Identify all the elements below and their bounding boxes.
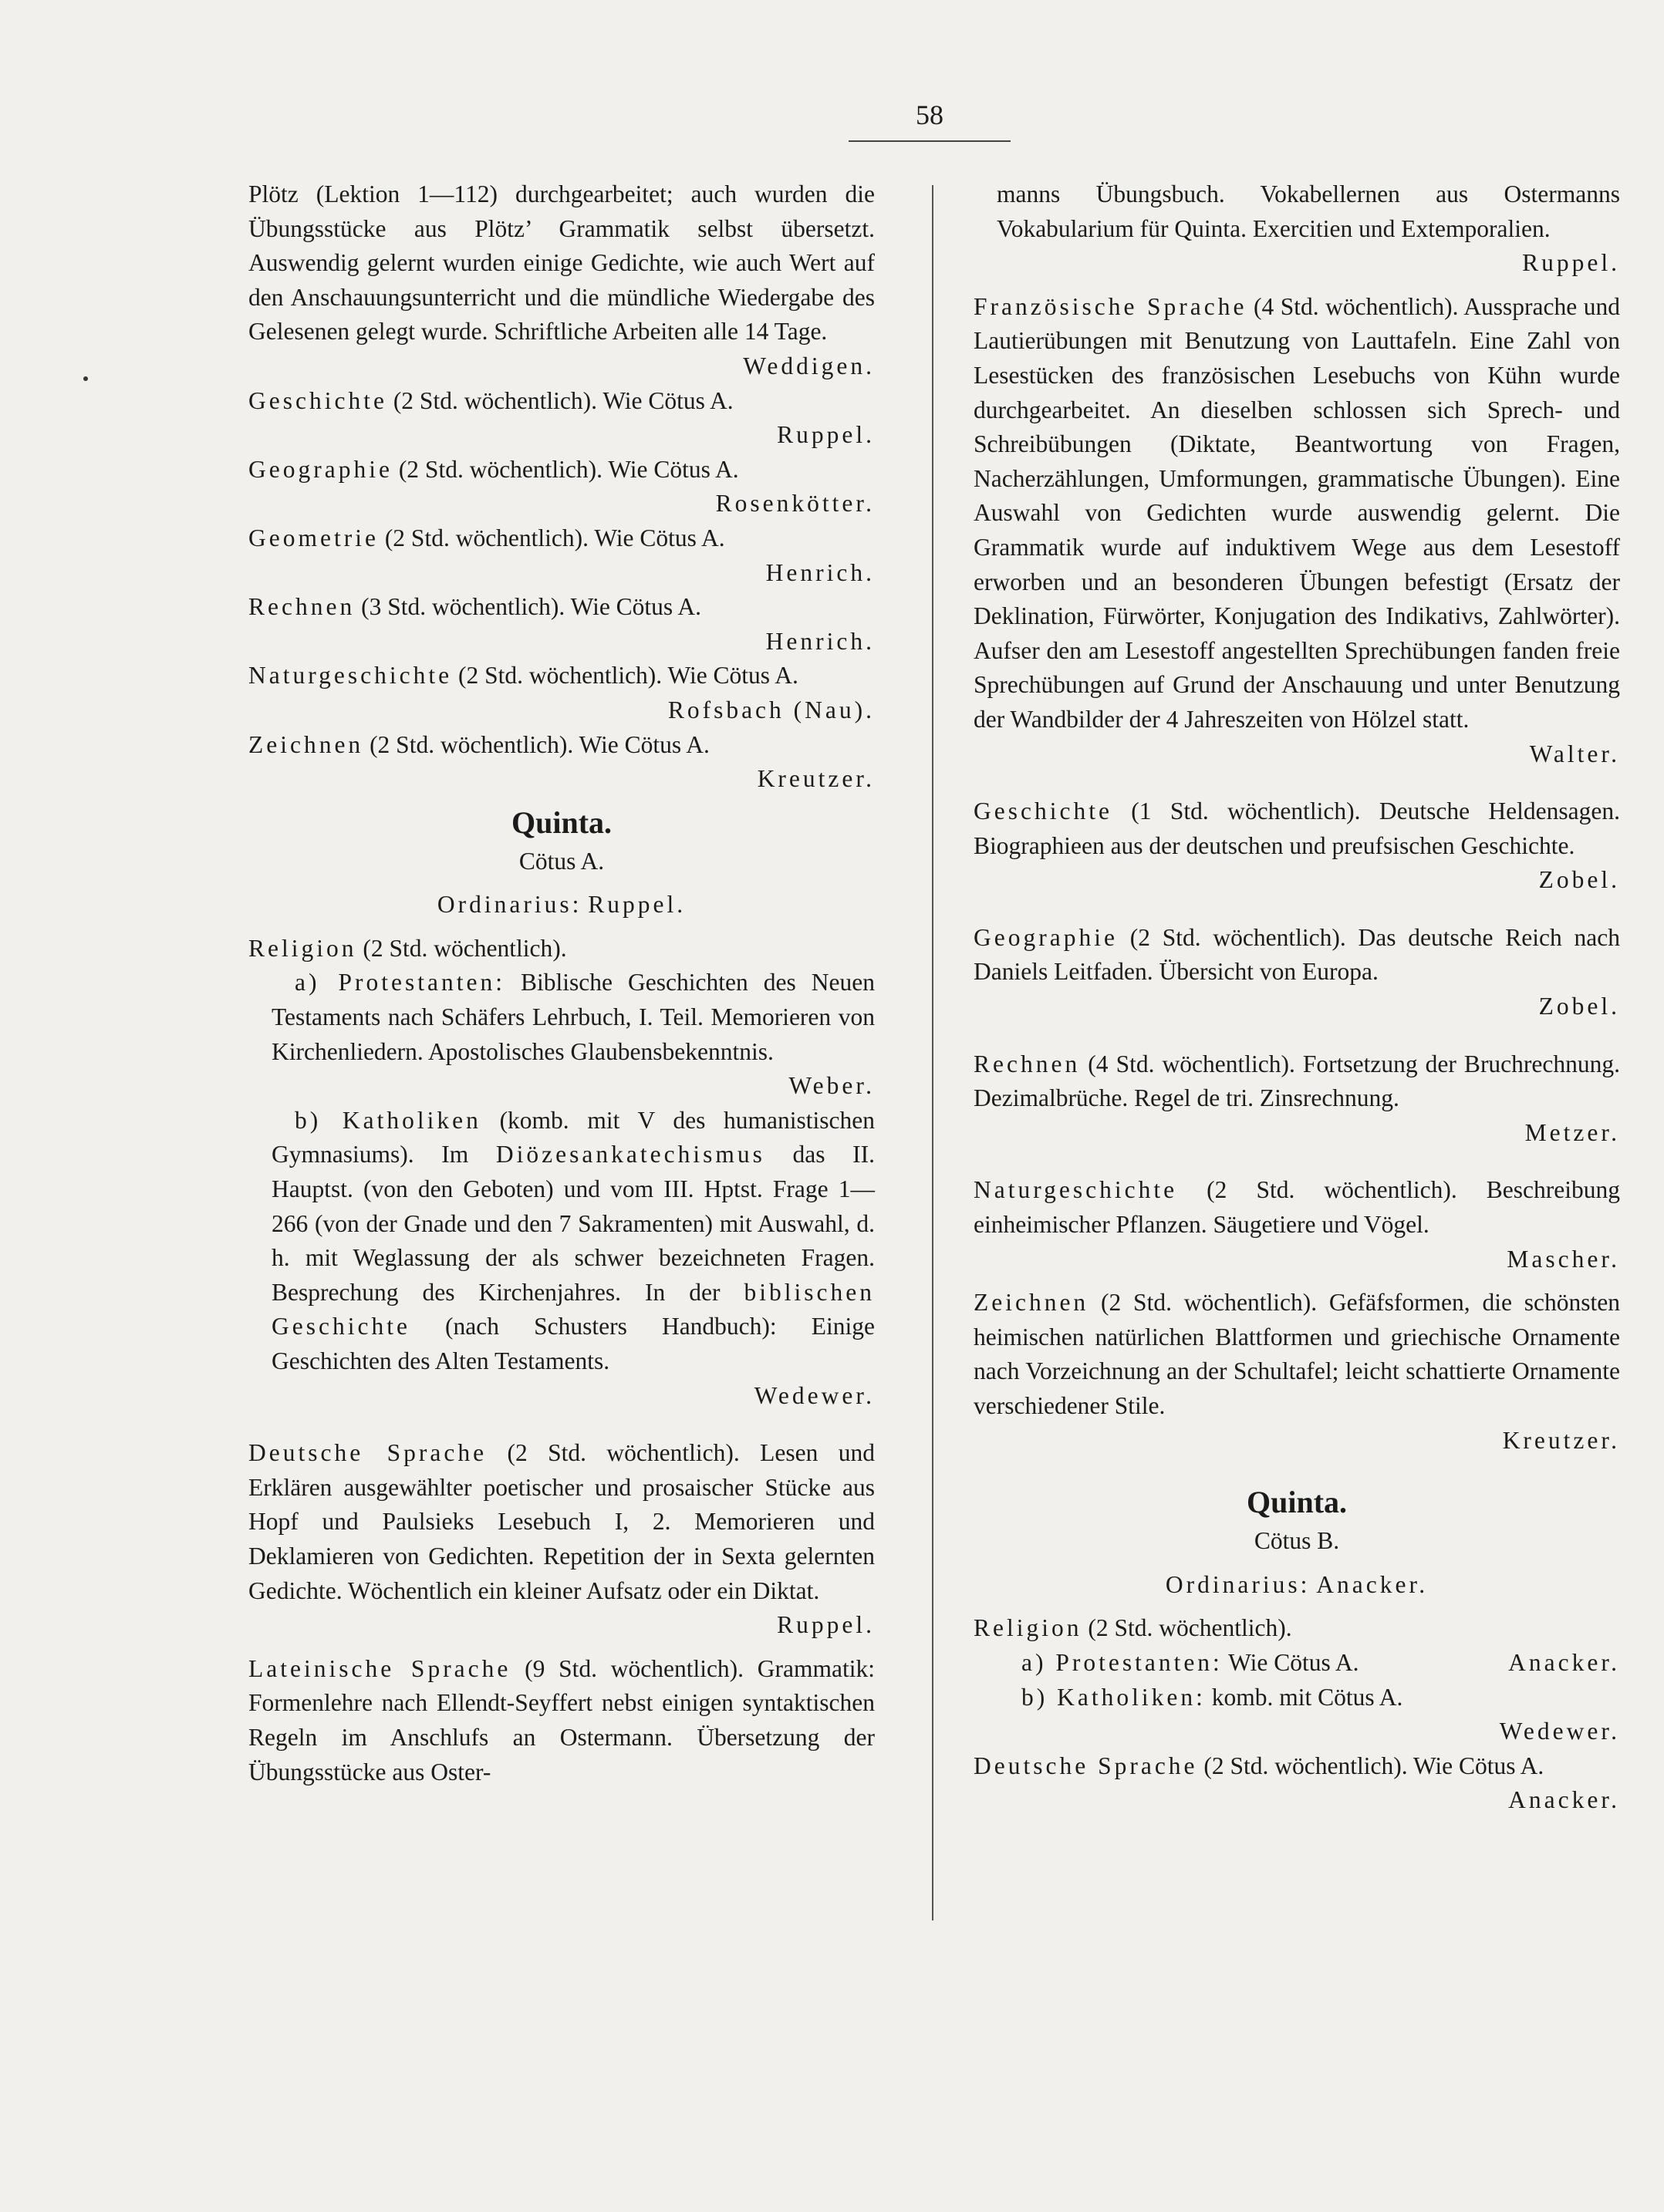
ordinarius-name: Anacker. <box>1316 1570 1429 1598</box>
subject-title: Rechnen <box>248 593 356 621</box>
subject-rechnen <box>248 590 875 625</box>
religion-catholic <box>248 1104 875 1379</box>
subject-text: (2 Std. wöchentlich). Wie Cötus A. <box>1197 1752 1544 1779</box>
subject-title: Naturgeschichte <box>974 1176 1178 1204</box>
religion-b-teacher: Wedewer. <box>1499 1718 1620 1745</box>
subject-geographie <box>248 453 875 487</box>
subject-title: Geschichte <box>974 797 1112 825</box>
religion-b-protestant <box>974 1646 1620 1681</box>
subject-teacher: Henrich. <box>765 627 875 655</box>
latein-continuation: manns Übungsbuch. Vokabellernen aus Ostermanns Vokabularium für Quinta. Exercitien und Extemporalien. <box>997 180 1620 242</box>
subject-text: (2 Std. wöchentlich). <box>356 934 567 962</box>
subject-title: Religion <box>974 1614 1082 1642</box>
natur-paragraph <box>974 1173 1620 1242</box>
geographie-teacher: Zobel. <box>1538 993 1620 1020</box>
subject-teacher: Rosenkötter. <box>715 490 875 518</box>
subject-title: Geschichte <box>248 386 387 414</box>
subject-text: (9 Std. wöchentlich). Grammatik: Formenlehre nach Ellendt-Seyffert nebst einigen syntaktischen Regeln im Anschlufs an Ostermann. Übersetzung der Übungsstücke aus Oster- <box>248 1654 875 1785</box>
page-number: 58 <box>916 99 943 130</box>
deutsch-teacher: Ruppel. <box>777 1611 875 1639</box>
religion-a-teacher: Anacker. <box>1508 1648 1620 1676</box>
subject-text: (2 Std. wöchentlich). Beschreibung einheimischer Pflanzen. Säugetiere und Vögel. <box>974 1176 1620 1239</box>
ordinarius-line <box>248 888 875 922</box>
header-rule <box>849 140 1011 142</box>
subject-text: (1 Std. wöchentlich). Deutsche Heldensagen. Biographieen aus der deutschen und preufsischen Geschichte. <box>974 797 1620 859</box>
rechnen-paragraph <box>974 1047 1620 1116</box>
religion-a-teacher: Weber. <box>788 1072 875 1100</box>
intro-paragraph: Plötz (Lektion 1—112) durchgearbeitet; auch wurden die Übungsstücke aus Plötz’ Grammatik selbst übersetzt. Auswendig gelernt wurden einige Gedichte, wie auch Wert auf den Anschauungsunterricht und die mündliche Wiedergabe des Gelesenen gelegt wurde. Schriftliche Arbeiten alle 14 Tage. <box>248 180 875 346</box>
intro-teacher: Weddigen. <box>743 352 875 379</box>
subject-text: (2 Std. wöchentlich). Gefäfsformen, die schönsten heimischen natürlichen Blattformen und griechische Ornamente nach Vorzeichnung an der Schultafel; leicht schattierte Ornamente verschiedener Stile. <box>974 1289 1620 1419</box>
section-heading-quinta-a: Quinta. <box>511 804 613 840</box>
deutsch-b-paragraph <box>974 1749 1620 1814</box>
subject-title: Geographie <box>248 455 393 483</box>
religion-b-text-3: (nach Schusters Handbuch): Einige Geschichten des Alten Testaments. <box>272 1313 875 1374</box>
religion-a-text: Wie Cötus A. <box>1222 1648 1359 1676</box>
religion-a-label: a) Protestanten: <box>1021 1648 1223 1676</box>
subject-text: (2 Std. wöchentlich). Lesen und Erklären ausgewählter poetischer und prosaischer Stücke aus Hopf und Paulsieks Lesebuch I, 2. Memorieren und Deklamieren von Gedichten. Repetition der in Sexta gelernten Gedichte. Wöchentlich ein kleiner Aufsatz oder ein Diktat. <box>248 1439 875 1604</box>
religion-b-teacher: Wedewer. <box>754 1381 875 1409</box>
subject-title: Französische Sprache <box>974 292 1247 320</box>
subject-text: (2 Std. wöchentlich). <box>1082 1614 1292 1642</box>
franz-teacher: Walter. <box>1529 740 1620 767</box>
religion-b-text-1: (komb. mit V des humanistischen Gymnasiums). Im <box>272 1106 875 1168</box>
latein-teacher: Ruppel. <box>1522 249 1620 277</box>
column-divider <box>932 185 933 1920</box>
subject-title: Rechnen <box>974 1050 1081 1077</box>
subject-geschichte <box>248 384 875 419</box>
subject-title: Deutsche Sprache <box>974 1752 1198 1779</box>
ordinarius-label: Ordinarius: <box>437 891 582 919</box>
subject-title: Naturgeschichte <box>248 662 453 690</box>
zeichnen-teacher: Kreutzer. <box>1502 1426 1620 1454</box>
subject-text: (2 Std. wöchentlich). Das deutsche Reich nach Daniels Leitfaden. Übersicht von Europa. <box>974 923 1620 986</box>
subject-text: (3 Std. wöchentlich). Wie Cötus A. <box>355 593 701 621</box>
ordinarius-name: Ruppel. <box>588 891 687 919</box>
subject-text: (2 Std. wöchentlich). Wie Cötus A. <box>392 455 739 483</box>
subject-title: Religion <box>248 934 357 962</box>
geschichte-teacher: Zobel. <box>1538 866 1620 894</box>
subject-list <box>248 384 875 797</box>
subject-geometrie <box>248 521 875 556</box>
religion-protestant <box>248 966 875 1069</box>
geographie-paragraph <box>974 921 1620 990</box>
deutsch-b-teacher: Anacker. <box>1508 1786 1620 1814</box>
subject-teacher: Ruppel. <box>777 421 875 449</box>
geschichte-paragraph <box>974 794 1620 863</box>
religion-b-label: b) Katholiken <box>295 1106 481 1134</box>
subject-text: (2 Std. wöchentlich). Wie Cötus A. <box>386 386 734 414</box>
religion-b-text-2: das II. Hauptst. (von den Geboten) und vom III. Hptst. Frage 1—266 (von der Gnade und den 7 Sakramenten) mit Auswahl, d. h. mit Weglassung der als schwer bezeichneten Fragen. Besprechung des Kirchenjahres. In der <box>272 1141 875 1306</box>
ordinarius-line <box>974 1568 1620 1603</box>
subject-zeichnen <box>248 728 875 763</box>
subject-title: Geographie <box>974 923 1118 951</box>
religion-a-text: Biblische Geschichten des Neuen Testaments nach Schäfers Lehrbuch, I. Teil. Memorieren von Kirchenliedern. Apostolisches Glaubensbekenntnis. <box>272 969 875 1065</box>
latein-paragraph <box>248 1652 875 1789</box>
rechnen-teacher: Metzer. <box>1524 1118 1620 1146</box>
subject-teacher: Henrich. <box>765 558 875 586</box>
deutsch-paragraph <box>248 1436 875 1608</box>
franz-paragraph <box>974 290 1620 737</box>
stray-mark <box>83 376 88 381</box>
subject-title: Lateinische Sprache <box>248 1654 511 1682</box>
subject-teacher: Rofsbach (Nau). <box>667 696 875 723</box>
religion-heading <box>248 932 875 966</box>
subject-naturgeschichte <box>248 659 875 693</box>
coetus-label: Cötus B. <box>1254 1527 1340 1555</box>
religion-a-label: a) Protestanten: <box>295 969 505 996</box>
right-column <box>974 177 1620 1818</box>
natur-teacher: Mascher. <box>1507 1245 1620 1273</box>
ordinarius-label: Ordinarius: <box>1165 1570 1311 1598</box>
religion-b-text: komb. mit Cötus A. <box>1205 1683 1403 1711</box>
religion-b-catholic <box>974 1681 1620 1715</box>
religion-b-label: b) Katholiken: <box>1021 1683 1206 1711</box>
subject-teacher: Kreutzer. <box>757 765 875 793</box>
religion-b-spaced-1: Diözesankatechismus <box>495 1141 765 1168</box>
subject-title: Geometrie <box>248 524 379 551</box>
subject-text: (2 Std. wöchentlich). Wie Cötus A. <box>363 730 710 758</box>
subject-text: (4 Std. wöchentlich). Aussprache und Lautierübungen mit Benutzung von Lauttafeln. Eine Zahl von Lesestücken des französischen Lesebuchs von Kühn wurde durchgearbeitet. An dieselben schlossen sich Sprech- und Schreibübungen (Diktate, Beantwortung von Fragen, Nacherzählungen, Umformungen, grammatische Übungen). Eine Auswahl von Gedichten wurde auswendig gelernt. Die Grammatik wurde auf induktivem Wege aus dem Lesestoff erworben und an besonderen Übungen befestigt (Ersatz der Deklination, Fürwörter, Konjugation des Indikativs, Zahlwörter). Aufser den am Lesestoff angestellten Sprechübungen fanden freie Sprechübungen auf Grund der Anschauung und unter Benutzung der Wandbilder der 4 Jahreszeiten von Hölzel statt. <box>974 292 1620 733</box>
section-heading-quinta-b: Quinta. <box>1246 1485 1348 1520</box>
subject-title: Zeichnen <box>974 1289 1089 1317</box>
subject-title: Deutsche Sprache <box>248 1439 488 1467</box>
religion-b-heading <box>974 1611 1620 1646</box>
religion-b-spaced-2: biblischen Geschichte <box>272 1278 875 1340</box>
subject-text: (4 Std. wöchentlich). Fortsetzung der Bruchrechnung. Dezimalbrüche. Regel de tri. Zinsrechnung. <box>974 1050 1620 1112</box>
subject-text: (2 Std. wöchentlich). Wie Cötus A. <box>378 524 725 551</box>
coetus-label: Cötus A. <box>518 847 605 875</box>
left-column <box>248 177 875 1789</box>
subject-title: Zeichnen <box>248 730 364 758</box>
zeichnen-paragraph <box>974 1286 1620 1423</box>
subject-text: (2 Std. wöchentlich). Wie Cötus A. <box>452 662 798 690</box>
